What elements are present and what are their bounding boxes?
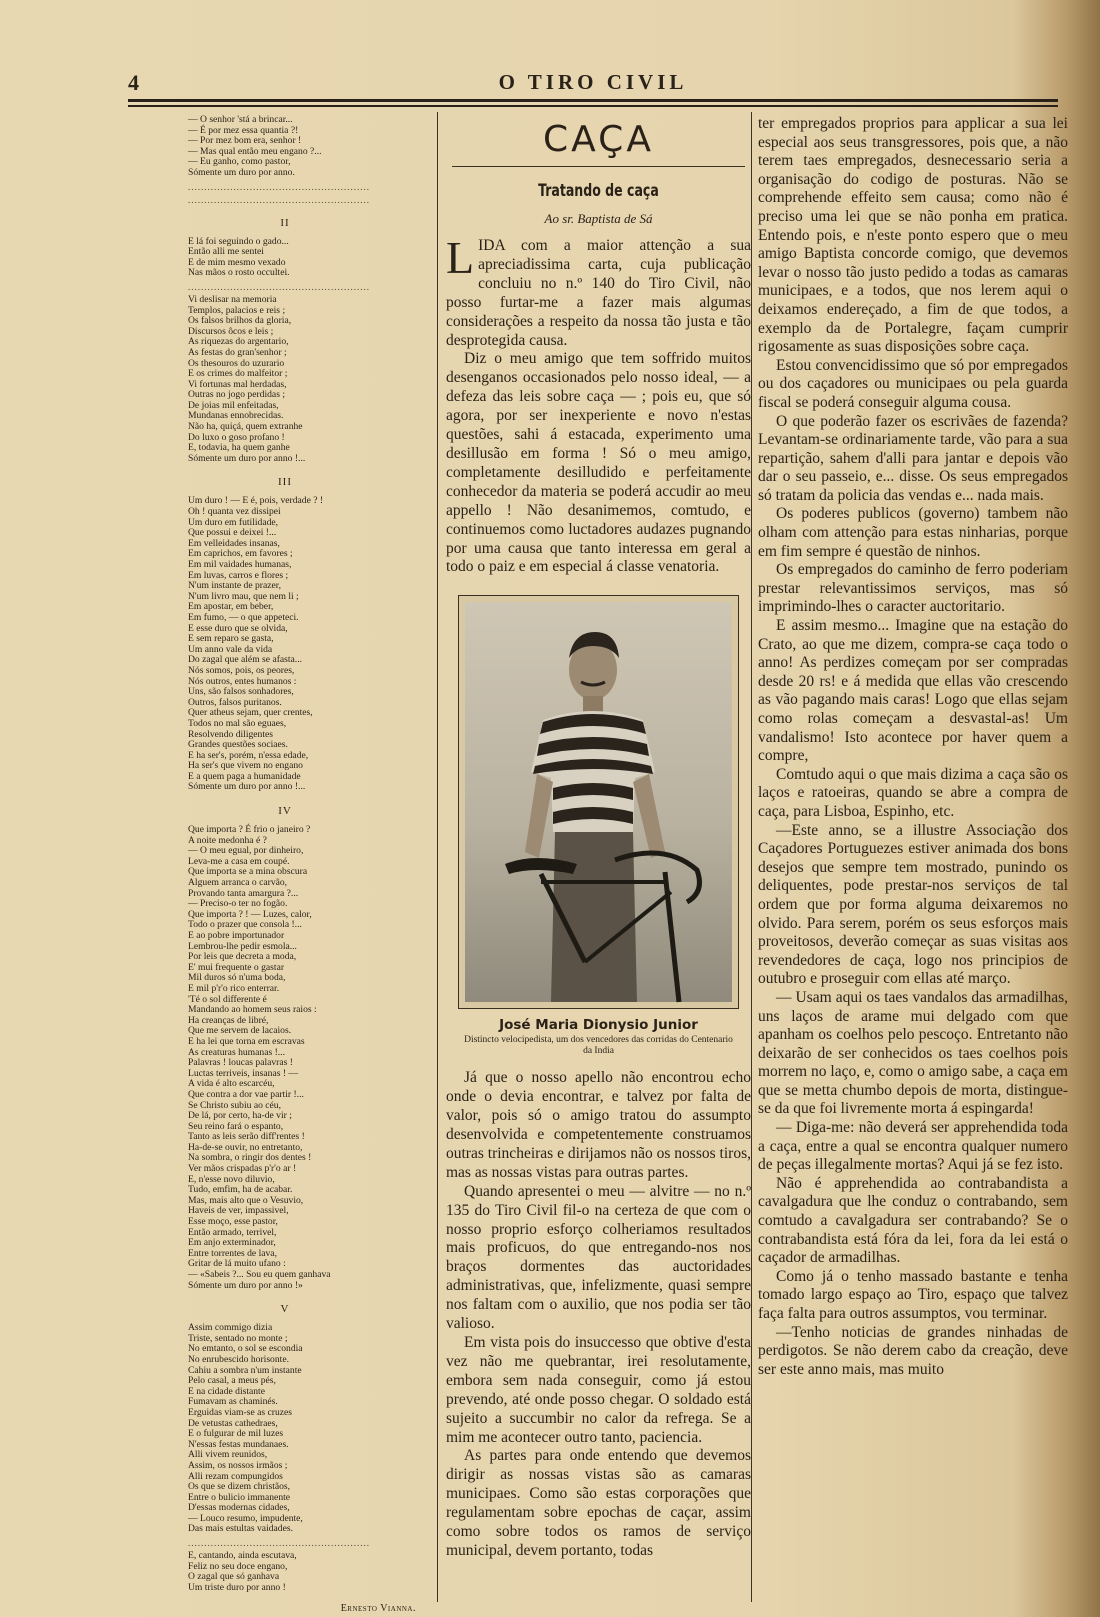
poem-line: Nas mãos o rosto occultei. bbox=[188, 267, 290, 279]
article-paragraph: O que poderão fazer os escrivães de fazenda? Levantam-se ordinariamente tarde, vão para a sua repartição, sahem d'alli para jantar e depois vão dar o seu passeio, e... disse. Os seus empregados só tratam da policia das vendas e... nada mais. bbox=[758, 412, 1068, 504]
poem-line: Os que se dizem christãos, bbox=[188, 1481, 291, 1493]
poem-line: Mundanas ennobrecidas. bbox=[188, 410, 284, 422]
poem-line: Os falsos brilhos da gloria, bbox=[188, 315, 292, 327]
masthead: O TIRO CIVIL bbox=[498, 70, 688, 94]
article-paragraph bbox=[446, 232, 751, 350]
poem-line: Templos, palacios e reis ; bbox=[188, 304, 286, 316]
poem-line: Que importa se a mina obscura bbox=[188, 866, 308, 878]
poem-section-numeral: V bbox=[280, 1303, 290, 1316]
poem-line: Um duro em futilidade, bbox=[188, 516, 279, 528]
poem-line: Feliz no seu doce engano, bbox=[188, 1560, 288, 1572]
poem-line: Alli rezam compungidos bbox=[188, 1470, 283, 1482]
poem-line: Mas, mais alto que o Vesuvio, bbox=[188, 1194, 304, 1206]
article-paragraph: Não é apprehendida ao contrabandista a cavalgadura que lhe conduz o contrabando, sem comtudo a cavalgadura ser contrabando? Se o contrabandista está fóra da lei, fora da lei está o caçador de armadilhas. bbox=[758, 1174, 1068, 1267]
poem-line: Do luxo o goso profano ! bbox=[188, 431, 285, 443]
poem-line: 'Té o sol differente é bbox=[188, 993, 267, 1005]
poem-stanza bbox=[188, 295, 420, 465]
dotted-separator: ........................................................ bbox=[188, 1538, 370, 1549]
poem-line: Assim commigo dizia bbox=[188, 1322, 273, 1334]
poem-line: E os crimes do malfeitor ; bbox=[188, 368, 288, 380]
poem-line: Que me servem de lacaios. bbox=[188, 1025, 292, 1037]
poem-line: Esse moço, esse pastor, bbox=[188, 1216, 278, 1228]
poem-line: Que possui e deixei !... bbox=[188, 527, 277, 539]
poem-line: — O meu egual, por dinheiro, bbox=[188, 845, 304, 857]
poem-line: Ver mãos crispadas p'r'o ar ! bbox=[188, 1163, 297, 1175]
poem-line: Em fumo, — o que appeteci. bbox=[188, 611, 299, 623]
column-divider bbox=[437, 112, 438, 1602]
page-header bbox=[128, 70, 1058, 100]
poem-line: Sómente um duro por anno !» bbox=[188, 1279, 303, 1291]
poem-line: E ao pobre importunador bbox=[188, 930, 285, 941]
poem-line: As festas do gran'senhor ; bbox=[188, 346, 287, 358]
poem-line: Por leis que decreta a moda, bbox=[188, 951, 297, 963]
article-paragraph: Já que o nosso apello não encontrou echo onde o devia encontrar, e talvez por falta de valor, pois só o amigo tratou do assumpto desenvolvida e competentemente construamos outras trincheiras e dirijamos não os nossos tiros, mas as nossas vistas para outras partes. bbox=[446, 1069, 751, 1181]
poem-line: Que importa ? ! — Luzes, calor, bbox=[188, 908, 312, 920]
poem-line: Seu reino fará o espanto, bbox=[188, 1120, 284, 1132]
poem-line: Um duro ! — E é, pois, verdade ? ! bbox=[188, 495, 324, 507]
article-paragraph: —Tenho noticias de grandes ninhadas de perdigotos. Se não derem cabo da creação, deve ser este anno mais, mas muito bbox=[758, 1323, 1068, 1378]
article-paragraph: Em vista pois do insuccesso que obtive d'esta vez não me quebrantar, irei resolutamente, embora sem nada conseguir, como já estou prevendo, até onde posso chegar. O soldado está sujeito a succumbir no calor da refrega. Se a mim me acontecer outro tanto, paciencia. bbox=[446, 1334, 751, 1446]
poem-line: — «Sabeis ?... Sou eu quem ganhava bbox=[188, 1269, 331, 1280]
poem-line: Em velleidades insanas, bbox=[188, 537, 280, 549]
poem-line: Triste, sentado no monte ; bbox=[188, 1332, 288, 1344]
poem-line: E na cidade distante bbox=[188, 1385, 265, 1397]
poem-line: Entre torrentes de lava, bbox=[188, 1247, 277, 1259]
article-paragraph: Estou convencidissimo que só por empregados ou dos caçadores ou municipaes ou pela guarda fiscal se poderá conseguir alguma cousa. bbox=[758, 356, 1068, 411]
poem-line: Em luvas, carros e flores ; bbox=[188, 569, 289, 581]
poem-line: Sómente um duro por anno. bbox=[188, 166, 295, 178]
article-paragraph: Os empregados do caminho de ferro poderiam prestar relevantissimos serviços, mas só imprimindo-lhes o caracter auctoritario. bbox=[758, 561, 1068, 616]
poem-line: E' mui frequente o gastar bbox=[188, 961, 285, 973]
poem-line: Resolvendo diligentes bbox=[188, 728, 273, 740]
poem-line: Oh ! quanta vez dissipei bbox=[188, 506, 281, 518]
poem-line: Nós outros, entes humanos : bbox=[188, 675, 297, 687]
poem-line: Vi deslisar na memoria bbox=[188, 293, 277, 305]
poem-author: Ernesto Vianna. bbox=[340, 1603, 416, 1615]
poem-line: E de mim mesmo vexado bbox=[188, 256, 286, 268]
poem-line: E esse duro que se olvida, bbox=[188, 622, 288, 634]
article-title: CAÇA bbox=[543, 119, 654, 160]
photo-frame bbox=[458, 595, 739, 1009]
poem-line: E sem reparo se gasta, bbox=[188, 633, 274, 645]
page-number: 4 bbox=[128, 70, 139, 95]
header-rule-thin bbox=[128, 105, 1058, 107]
poem-line: Leva-me a casa em coupé. bbox=[188, 855, 290, 867]
poem-line: Luctas terriveis, insanas ! — bbox=[188, 1067, 299, 1079]
poem-line: — Eu ganho, como pastor, bbox=[188, 156, 291, 168]
poem-line: E, todavia, ha quem ganhe bbox=[188, 442, 290, 454]
poem-intro bbox=[188, 115, 420, 179]
poem-line: Sómente um duro por anno !... bbox=[188, 452, 306, 464]
poem-line: Na sombra, o ringir dos dentes ! bbox=[188, 1152, 312, 1164]
poem-line: E o fulgurar de mil luzes bbox=[188, 1428, 284, 1440]
article-subtitle: Tratando de caça bbox=[538, 181, 659, 201]
poem-line: Cahiu a sombra n'um instante bbox=[188, 1364, 302, 1376]
poem-line: Vi fortunas mal herdadas, bbox=[188, 378, 287, 390]
poem-line: Todo o prazer que consola !... bbox=[188, 919, 302, 931]
poem-line: Um anno vale da vida bbox=[188, 643, 273, 655]
poem-line: — Louco resumo, impudente, bbox=[188, 1512, 303, 1524]
poem-line: D'essas modernas cidades, bbox=[188, 1502, 290, 1514]
poem-line: Alguem arranca o carvão, bbox=[188, 877, 288, 889]
cyclist-photo bbox=[465, 602, 732, 1002]
photo-caption-name: José Maria Dionysio Junior bbox=[499, 1017, 698, 1034]
poem-line: E a quem paga a humanidade bbox=[188, 770, 301, 782]
article-dedication: Ao sr. Baptista de Sá bbox=[544, 211, 653, 226]
poem-line: Então alli me sentei bbox=[188, 246, 264, 258]
poem-line: Discursos ôcos e leis ; bbox=[188, 325, 274, 337]
poem-line: Se Christo subiu ao céu, bbox=[188, 1099, 281, 1111]
poem-line: Ha creanças de libré, bbox=[188, 1014, 269, 1026]
poem-stanza bbox=[188, 496, 420, 793]
poem-stanza bbox=[188, 1323, 420, 1535]
poem-line: Ha-de-se ouvir, no entretanto, bbox=[188, 1141, 303, 1153]
poem-line: Fumavam as chaminés. bbox=[188, 1396, 278, 1408]
dotted-separator: ........................................................ bbox=[188, 281, 370, 292]
article-paragraph: —Este anno, se a illustre Associação dos Caçadores Portuguezes estiver animada dos bons desejos que sempre tem mostrado, punindo os deliquentes, pode prestar-nos serviços de tal ordem que por forma alguma deixaremos no olvido. Para serem, porém os seus esforços mais proveitosos, deverão começar as suas visitas aos revendedores de caça, logo nos principios de outubro e proseguir com ellas até março. bbox=[758, 821, 1068, 988]
poem-line: — Por mez bom era, senhor ! bbox=[188, 135, 302, 147]
poem-section-numeral: II bbox=[280, 216, 290, 229]
poem-line: — O senhor 'stá a brincar... bbox=[188, 114, 293, 125]
poem-line: Os thesouros do uzurario bbox=[188, 357, 285, 369]
article-paragraph: Como já o tenho massado bastante e tenha tomado largo espaço ao Tiro, espaço que talvez faça falta para outros assumptos, vou terminar. bbox=[758, 1267, 1068, 1322]
poem-sections bbox=[150, 217, 420, 1594]
article-column-middle bbox=[446, 115, 751, 1605]
poem-line: Tudo, emfim, ha de acabar. bbox=[188, 1184, 293, 1196]
article-paragraph: Quando apresentei o meu — alvitre — no n.º 135 do Tiro Civil fil-o na certeza de que com o nosso proprio esforço colheriamos resultados mais proficuos, do que entregando-nos nos braços dormentes das auctoridades administrativas, que, infelizmente, quasi sempre nos faltam com o auxilio, que nos podia ser tão valioso. bbox=[446, 1182, 751, 1333]
poem-column bbox=[150, 114, 420, 1615]
poem-line: Um triste duro por anno ! bbox=[188, 1581, 286, 1593]
poem-line: O zagal que só ganhava bbox=[188, 1571, 280, 1583]
poem-line: Então armado, terrivel, bbox=[188, 1226, 277, 1238]
poem-line: — Preciso-o ter no fogão. bbox=[188, 898, 288, 910]
poem-line: E, cantando, ainda escutava, bbox=[188, 1550, 297, 1562]
poem-line: E, n'esse novo diluvio, bbox=[188, 1173, 275, 1185]
poem-line: Em mil vaidades humanas, bbox=[188, 559, 292, 570]
poem-line: Em apostar, em beber, bbox=[188, 601, 274, 613]
article-paragraph: ter empregados proprios para applicar a sua lei especial aos seus transgressores, pois que, a não terem taes empregados, desnecessario seria a organisação do codigo de posturas. Não se comprehende effeito sem causa; como não é preciso uma lei que se não ponha em pratica. Entendo pois, e n'este ponto espero que o meu amigo Baptista concorde comigo, que devemos levar o nosso tão justo pedido a todas as camaras municipaes, e a todos, que nos lerem aqui o deixamos endereçado, a fim de que todos, a exemplo da de Portalegre, façam cumprir rigosamente as suas disposições sobre caça. bbox=[758, 115, 1068, 356]
dotted-separator: ........................................................ bbox=[188, 194, 370, 205]
poem-line: Que contra a dor vae partir !... bbox=[188, 1088, 304, 1100]
poem-line: Uns, são falsos sonhadores, bbox=[188, 686, 294, 698]
poem-line: Grandes questões sociaes. bbox=[188, 739, 288, 751]
poem-line: Tanto as leis serão diff'rentes ! bbox=[188, 1131, 305, 1143]
poem-line: Palavras ! loucas palavras ! bbox=[188, 1057, 293, 1069]
article-paragraph: Diz o meu amigo que tem soffrido muitos desenganos occasionados pelo nosso ideal, — a defeza das leis sobre caça — ; pois eu, que só agora, por ser inexperiente e novo n'estas questões, sahi á estacada, experimento uma desillusão em forma ! Só o meu amigo, completamente desilludido e perfeitamente conhecedor da materia se poderá accudir ao meu appello ! Não desanimemos, comtudo, e continuemos como luctadores audazes pugnando por uma causa que tanto interessa em geral a todo o paiz e em especial á classe venatoria. bbox=[446, 350, 751, 576]
poem-line: Lembrou-lhe pedir esmola... bbox=[188, 940, 297, 952]
poem-line: De lá, por certo, ha-de vir ; bbox=[188, 1110, 292, 1122]
poem-line: Das mais estultas vaidades. bbox=[188, 1523, 293, 1535]
title-rule bbox=[452, 166, 745, 167]
article-paragraph: — Usam aqui os taes vandalos das armadilhas, uns laços de arame mui delgado com que apanham os coelhos pelo pescoço. Entretanto não deixarão de ser conhecidos os taes coelhos pois morrem no laço, e, como o amigo sabe, a caça em que se metta chumbo depois de morta, distingue-se da que foi livremente morta á espingarda! bbox=[758, 988, 1068, 1118]
poem-section-numeral: III bbox=[278, 476, 292, 489]
poem-line: — Mas qual então meu engano ?... bbox=[188, 145, 322, 157]
poem-line: Mandando ao homem seus raios : bbox=[188, 1004, 317, 1016]
poem-line: Provando tanta amargura ?... bbox=[188, 887, 299, 899]
poem-line: No emtanto, o sol se escondia bbox=[188, 1343, 303, 1355]
poem-line: Outros, falsos puritanos. bbox=[188, 696, 282, 708]
poem-line: Mil duros só n'uma boda, bbox=[188, 972, 286, 984]
header-rule-thick bbox=[128, 99, 1058, 102]
poem-line: Gritar de lá muito ufano : bbox=[188, 1258, 286, 1270]
poem-section-numeral: IV bbox=[278, 805, 292, 818]
poem-line: Entre o bulicio immanente bbox=[188, 1491, 291, 1503]
article-paragraph: — Diga-me: não deverá ser apprehendida toda a caça, entre a qual se encontra qualquer numero de peças illegalmente mortas? Aqui já se fez isto. bbox=[758, 1119, 1068, 1174]
poem-line: As riquezas do argentario, bbox=[188, 336, 289, 348]
cyclist-illustration bbox=[465, 602, 730, 1002]
poem-line: Em anjo exterminador, bbox=[188, 1237, 276, 1249]
poem-line: Não ha, quiçá, quem extranhe bbox=[188, 421, 303, 433]
poem-line: As creaturas humanas !... bbox=[188, 1046, 285, 1058]
poem-line: No enrubescido horisonte. bbox=[188, 1353, 289, 1365]
dotted-separator: ........................................................ bbox=[188, 181, 370, 192]
photo-caption-description: Distincto velocipedista, um dos vencedores das corridas do Centenario da India bbox=[464, 1035, 733, 1057]
poem-line: Outras no jogo perdidas ; bbox=[188, 389, 285, 401]
paragraph-text: IDA com a maior attenção a sua apreciadissima carta, cuja publicação concluiu no n.º 140 do Tiro Civil, não posso furtar-me a fazer mais algumas considerações a respeito da nossa tão justa e tão desprotegida causa. bbox=[446, 237, 751, 349]
poem-stanza bbox=[188, 825, 420, 1291]
poem-line: De joias mil enfeitadas, bbox=[188, 399, 279, 411]
poem-line: E lá foi seguindo o gado... bbox=[188, 235, 289, 247]
poem-line: E ha ser's, porém, n'essa edade, bbox=[188, 749, 309, 761]
poem-line: E ha lei que torna em escravas bbox=[188, 1035, 305, 1047]
poem-line: Que importa ? É frio o janeiro ? bbox=[188, 824, 311, 836]
poem-line: Nós somos, pois, os peores, bbox=[188, 664, 295, 676]
column-divider bbox=[751, 112, 752, 1602]
poem-line: Alli vivem reunidos, bbox=[188, 1449, 268, 1461]
poem-line: A noite medonha é ? bbox=[188, 834, 267, 846]
poem-line: Pelo casal, a meus pés, bbox=[188, 1375, 276, 1387]
article-paragraph: Os poderes publicos (governo) tambem não olham com attenção para estas ninharias, porque em fim sempre é questão de ninhos. bbox=[758, 505, 1068, 560]
article-column-right bbox=[758, 115, 1068, 1605]
article-paragraph: As partes para onde entendo que devemos dirigir as nossas vistas são as camaras municipaes. Como são estas corporações que regulamentam sobre epochas de caçar, assim como sobre todos os ramos de serviço municipal, devem portanto, todas bbox=[446, 1447, 751, 1559]
article-paragraph: E assim mesmo... Imagine que na estação do Crato, ao que me dizem, compra-se caça todo o anno! As perdizes começam por ser compradas desde 20 rs! e á medida que ellas vão crescendo as vão pagando mais caras! Logo que ellas sejam como rolas começam a desvastal-as! Um vandalismo! Isto acontece por haver quem a compre, bbox=[758, 617, 1068, 765]
drop-cap: L bbox=[446, 232, 475, 283]
poem-line: Erguidas viam-se as cruzes bbox=[188, 1406, 292, 1418]
poem-line: Sómente um duro por anno !... bbox=[188, 781, 306, 793]
poem-stanza bbox=[188, 237, 420, 279]
poem-line: Todos no mal são eguaes, bbox=[188, 717, 287, 729]
poem-line: Haveis de ver, impassivel, bbox=[188, 1205, 289, 1217]
article-paragraph: Comtudo aqui o que mais dizima a caça são os laços e ratoeiras, quando se abre a compra de caça, para Lisboa, Espinho, etc. bbox=[758, 765, 1068, 820]
poem-line: Em caprichos, em favores ; bbox=[188, 548, 293, 560]
poem-line: — É por mez essa quantia ?! bbox=[188, 124, 299, 136]
poem-line: E mil p'r'o rico enterrar. bbox=[188, 982, 280, 994]
poem-line: A vida é alto escarcéu, bbox=[188, 1078, 275, 1090]
poem-line: N'um instante de prazer, bbox=[188, 580, 281, 592]
poem-line: N'um livro mau, que nem li ; bbox=[188, 590, 299, 602]
poem-line: Ha ser's que vivem no engano bbox=[188, 760, 303, 772]
poem-line: Assim, os nossos irmãos ; bbox=[188, 1459, 288, 1471]
poem-stanza bbox=[188, 1551, 420, 1593]
poem-line: Quer atheus sejam, quer crentes, bbox=[188, 707, 313, 719]
poem-line: Do zagal que além se afasta... bbox=[188, 654, 303, 666]
poem-line: N'essas festas mundanaes. bbox=[188, 1438, 289, 1450]
poem-line: De vetustas cathedraes, bbox=[188, 1417, 278, 1429]
